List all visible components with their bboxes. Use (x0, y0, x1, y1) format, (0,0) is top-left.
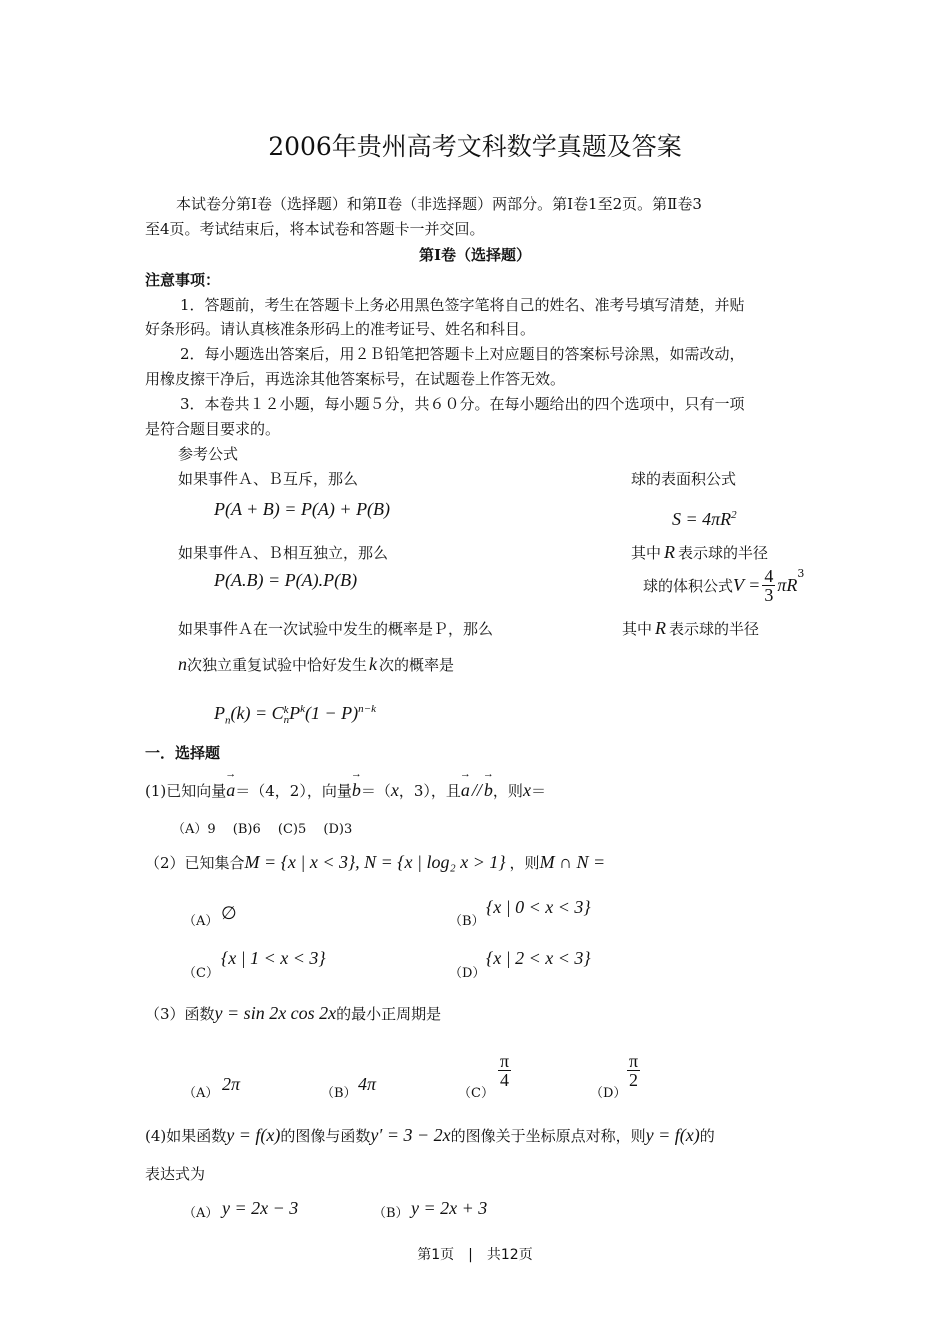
q3-option-c-fraction (498, 1052, 511, 1089)
q1-tail: ，则 (492, 782, 523, 800)
q1-choices: （A）9 (B)6 (C)5 (D)3 (172, 822, 353, 837)
notice-item-1-line-1: 1．答题前，考生在答题卡上务必用黑色签字笔将自己的姓名、准考号填写清楚，并贴 (180, 296, 745, 314)
binom-tail-sup: n−k (358, 703, 376, 715)
question-4 (145, 1125, 715, 1146)
q2-expr: M ∩ N = (539, 852, 606, 872)
part1-heading: 第Ⅰ卷（选择题） (418, 246, 532, 264)
q3-option-b-label: （B） (321, 1086, 357, 1101)
repeat-post: 次的概率是 (379, 656, 455, 674)
q1-parallel: // (471, 780, 482, 800)
intro-line-2: 至4页。考试结束后，将本试卷和答题卡一并交回。 (145, 220, 485, 238)
radius-note-pre: 其中 (631, 544, 662, 562)
binomial-formula (214, 703, 376, 727)
q1-x: x (390, 780, 399, 800)
sphere-area-label: 球的表面积公式 (631, 470, 737, 488)
q4-end: 的 (699, 1127, 715, 1145)
q3-option-a: 2π (222, 1074, 241, 1094)
formula-mutex-label: 如果事件Ａ、Ｂ互斥，那么 (178, 470, 359, 488)
sphere-vol-num: 4 (764, 566, 774, 586)
q1-vector-b: → b (352, 780, 361, 801)
q4-prefix: (4)如果函数 (145, 1127, 227, 1145)
radius-note-post-2: 表示球的半径 (669, 620, 760, 638)
section1-heading: 一．选择题 (145, 744, 221, 762)
question-1 (145, 780, 546, 801)
q4-mid1: 的图像与函数 (280, 1127, 371, 1145)
q3-option-c-label: （C） (458, 1086, 494, 1101)
formula-indep-label: 如果事件Ａ、Ｂ相互独立，那么 (178, 544, 389, 562)
notice-item-2-line-2: 用橡皮擦干净后，再选涂其他答案标号，在试题卷上作答无效。 (145, 370, 566, 388)
q3-option-d-label: （D） (590, 1086, 627, 1101)
q3-tail: 的最小正周期是 (336, 1005, 442, 1023)
notice-item-1-line-2: 好条形码。请认真核准条形码上的准考证号、姓名和科目。 (145, 320, 536, 338)
q2-option-b-label: （B） (449, 914, 485, 929)
notice-item-3-line-2: 是符合题目要求的。 (145, 420, 281, 438)
sphere-area-formula (672, 509, 737, 530)
q4-option-a-label: （A） (183, 1206, 219, 1221)
repeat-k: k (369, 654, 378, 674)
binom-p2: P (289, 703, 301, 723)
q3-d-den: 2 (629, 1070, 639, 1090)
binom-tail: (1 − P) (305, 703, 359, 723)
q2-option-c: {x | 1 < x < 3} (221, 948, 326, 968)
q2-tail: ，则 (509, 854, 540, 872)
binom-p: P (214, 703, 225, 723)
q3-option-d-fraction (627, 1052, 640, 1089)
q1-vector-a: → a (226, 780, 235, 801)
radius-note-1 (631, 542, 768, 563)
page-title: 2006年贵州高考文科数学真题及答案 (268, 132, 682, 161)
notice-item-2-line-1: 2．每小题选出答案后，用２Ｂ铅笔把答题卡上对应题目的答案标号涂黑，如需改动， (180, 345, 745, 363)
formula-mutex: P(A + B) = P(A) + P(B) (214, 499, 391, 519)
q3-c-den: 4 (500, 1070, 510, 1090)
binom-p-sup: k (300, 703, 306, 715)
q1-prefix: (1)已知向量 (145, 782, 227, 800)
q4-option-a: y = 2x − 3 (222, 1198, 299, 1218)
q3-prefix: （3）函数 (145, 1005, 215, 1023)
radius-note-post: 表示球的半径 (678, 544, 769, 562)
q3-option-a-label: （A） (183, 1086, 219, 1101)
q3-option-d (625, 1052, 642, 1089)
notice-item-3-line-1: 3．本卷共１２小题，每小题５分，共６０分。在每小题给出的四个选项中，只有一项 (180, 395, 745, 413)
sphere-vol-rhs: πR (777, 575, 798, 595)
q3-func: y = sin 2x cos 2x (214, 1003, 337, 1023)
q1-vector-b2: → b (484, 780, 493, 801)
repeat-mid: 次独立重复试验中恰好发生 (187, 656, 368, 674)
q4-f2: y′ = 3 − 2x (370, 1125, 451, 1145)
radius-note-pre-2: 其中 (622, 620, 653, 638)
repeat-n: n (178, 654, 187, 674)
q4-f3: y = f(x) (645, 1125, 700, 1145)
question-2 (145, 852, 605, 873)
q1-x2: x (522, 780, 531, 800)
notice-heading: 注意事项： (145, 271, 221, 289)
q2-option-c-label: （C） (183, 966, 219, 981)
sphere-vol-lhs: V = (733, 575, 761, 595)
radius-var-2: R (655, 618, 667, 638)
event-once-label: 如果事件Ａ在一次试验中发生的概率是Ｐ，那么 (178, 620, 494, 638)
sphere-vol-exponent: 3 (797, 567, 805, 580)
q1-vector-a2: → a (461, 780, 470, 801)
q4-option-b: y = 2x + 3 (411, 1198, 488, 1218)
formula-indep: P(A.B) = P(A).P(B) (214, 570, 358, 590)
q3-d-num: π (629, 1051, 639, 1071)
q4-line-2: 表达式为 (145, 1165, 206, 1183)
q4-option-b-label: （B） (373, 1206, 409, 1221)
binom-mid: (k) = C (230, 703, 284, 723)
q4-mid2: 的图像关于坐标原点对称，则 (450, 1127, 646, 1145)
q1-eq3: ，3），且 (398, 782, 461, 800)
q3-option-b: 4π (358, 1074, 377, 1094)
page-footer: 第1页 | 共12页 (417, 1247, 533, 1263)
q2-option-d: {x | 2 < x < 3} (486, 948, 591, 968)
formulas-heading: 参考公式 (178, 445, 239, 463)
intro-line-1: 本试卷分第Ⅰ卷（选择题）和第Ⅱ卷（非选择题）两部分。第Ⅰ卷1至2页。第Ⅱ卷3 (176, 195, 702, 213)
q1-end: ＝ (530, 782, 546, 800)
sphere-vol-den: 3 (764, 585, 774, 605)
q2-option-b: {x | 0 < x < 3} (486, 897, 591, 917)
q2-option-a-label: （A） (183, 914, 219, 929)
repeat-trials-label (178, 654, 454, 675)
sphere-vol-fraction (762, 567, 775, 604)
sphere-volume (643, 567, 804, 604)
q2-sets: M = {x | x < 3}, N = {x | log₂ x > 1} (244, 852, 506, 872)
sphere-vol-label: 球的体积公式 (643, 577, 734, 595)
binom-c-sup: k (283, 703, 289, 716)
radius-note-2 (622, 618, 759, 639)
q2-prefix: （2）已知集合 (145, 854, 245, 872)
q3-option-c (496, 1052, 513, 1089)
q2-option-d-label: （D） (449, 966, 486, 981)
q4-f1: y = f(x) (226, 1125, 281, 1145)
q2-option-a: ∅ (221, 903, 237, 923)
q1-eq1: ＝（4，2），向量 (235, 782, 352, 800)
binom-c-sub: n (283, 713, 290, 726)
sphere-area-exponent: 2 (731, 509, 737, 521)
sphere-area-expr: S = 4πR (672, 509, 732, 529)
q3-c-num: π (500, 1051, 510, 1071)
radius-var: R (664, 542, 676, 562)
binom-n-sub: n (225, 714, 231, 727)
question-3 (145, 1003, 441, 1024)
q1-eq2: ＝（ (360, 782, 391, 800)
